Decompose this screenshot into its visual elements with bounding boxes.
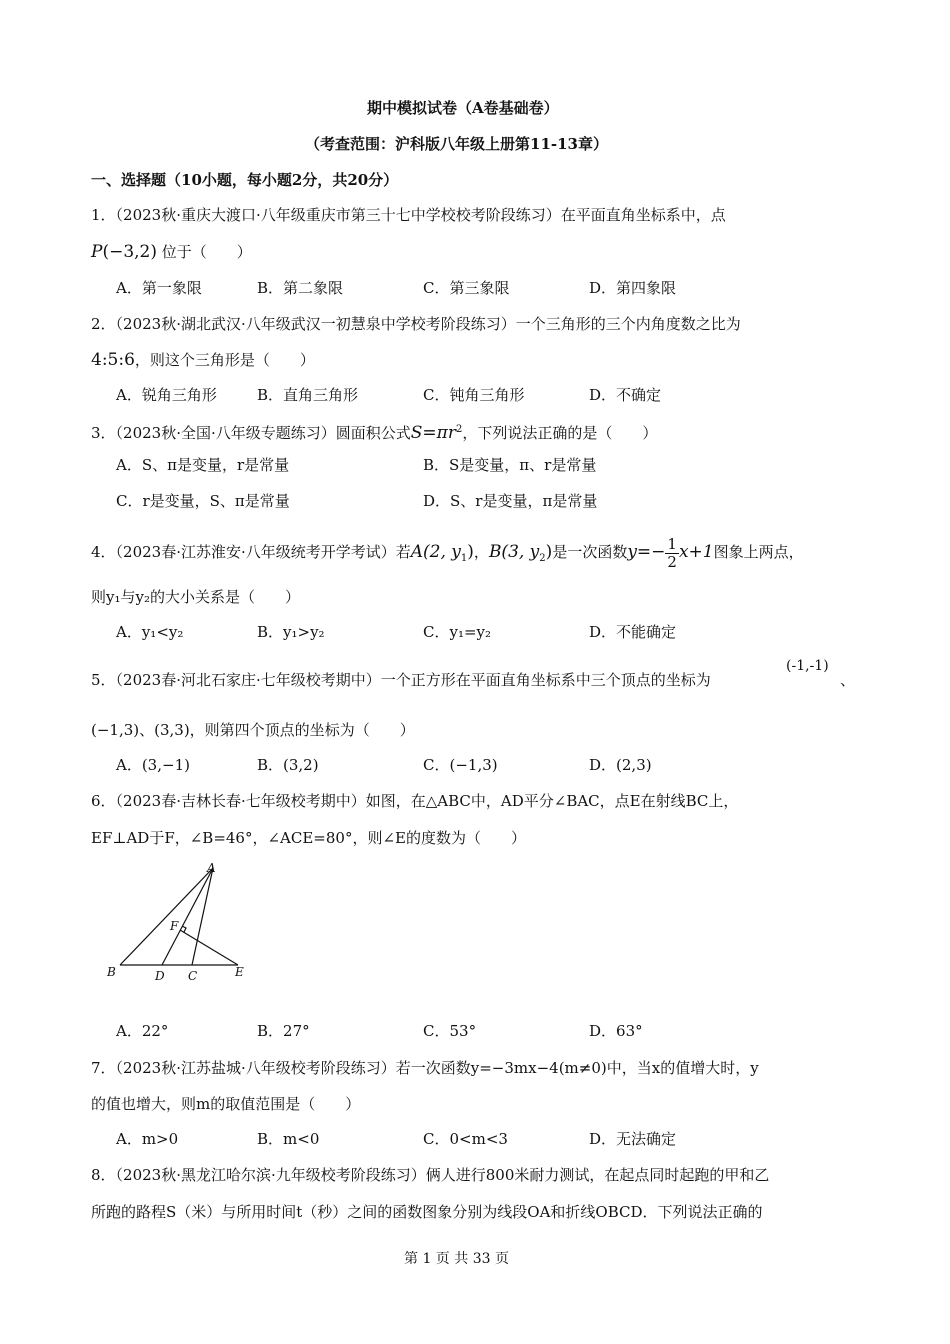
q4-frac-den: 2 [667, 552, 677, 571]
q6-text: 6．（2023春·吉林长春·七年级校考期中）如图，在△ABC中，AD平分∠BAC，点E在射线BC上， [91, 792, 739, 810]
q3-option-b[interactable]: B．S是变量，π、r是常量 [423, 456, 597, 474]
q4-lead: 4．（2023春·江苏淮安·八年级统考开学考试）若 [91, 543, 411, 561]
q7-line2: 的值也增大，则m的取值范围是（ ） [91, 1095, 361, 1113]
page-subtitle: （考查范围：沪科版八年级上册第11-13章） [305, 135, 608, 153]
segment-ab [120, 868, 213, 965]
q1-option-b[interactable]: B．第二象限 [257, 279, 344, 297]
q6-option-b[interactable]: B．27° [257, 1022, 310, 1040]
q4-option-b[interactable]: B．y₁>y₂ [257, 623, 325, 641]
q4-option-d[interactable]: D．不能确定 [589, 623, 677, 641]
q5-sep: 、 [840, 671, 856, 689]
q1-option-c[interactable]: C．第三象限 [423, 279, 510, 297]
q4-tail: 图象上两点， [713, 543, 804, 561]
q4-text: 4．（2023春·江苏淮安·八年级统考开学考试）若A(2, $y_1$)，B(3, $y_2$)是一次函数y=− $\frac{1}{2}$ x+1图象上两点， [91, 534, 804, 571]
q1-text: 1．（2023秋·重庆大渡口·八年级重庆市第三十七中学校校考阶段练习）在平面直角坐标系中，点 [91, 206, 726, 224]
q3-option-a[interactable]: A．S、π是变量，r是常量 [116, 456, 290, 474]
q4-option-c[interactable]: C．y₁=y₂ [423, 623, 492, 641]
label-d: D [155, 969, 165, 983]
label-b: B [107, 965, 116, 979]
segment-ac [192, 868, 213, 965]
q3-tail: ，下列说法正确的是（ ） [462, 424, 658, 442]
q4-fx-lhs: y=− [627, 542, 666, 562]
page-title: 期中模拟试卷（A卷基础卷） [367, 99, 559, 117]
q4-fraction [665, 536, 679, 571]
q7-option-a[interactable]: A．m>0 [116, 1130, 179, 1148]
label-a: A [207, 861, 216, 875]
q3-formula-exp: 2 [455, 424, 463, 435]
q4-fx-rhs: x+1 [678, 542, 714, 562]
q1-option-a[interactable]: A．第一象限 [116, 279, 202, 297]
q6-option-a[interactable]: A．22° [116, 1022, 169, 1040]
q7-option-b[interactable]: B．m<0 [257, 1130, 320, 1148]
q4-line2: 则y₁与y₂的大小关系是（ ） [91, 588, 300, 606]
label-c: C [188, 969, 198, 983]
q1-coord: −3,2 [109, 242, 151, 262]
q7-option-d[interactable]: D．无法确定 [589, 1130, 677, 1148]
q2-tail: ，则这个三角形是（ ） [134, 351, 315, 369]
q4-point-a: A(2, y [410, 542, 461, 562]
q2-text: 2．（2023秋·湖北武汉·八年级武汉一初慧泉中学校考阶段练习）一个三角形的三个内角度数之比为 [91, 315, 741, 333]
q3-lead: 3．（2023秋·全国·八年级专题练习）圆面积公式 [91, 424, 411, 442]
q6-option-c[interactable]: C．53° [423, 1022, 477, 1040]
q5-line2: (−1,3)、(3,3)，则第四个顶点的坐标为（ ） [91, 721, 415, 739]
q2-option-b[interactable]: B．直角三角形 [257, 386, 359, 404]
q4-option-a[interactable]: A．y₁<y₂ [116, 623, 184, 641]
q6-line2: EF⊥AD于F，∠B=46°，∠ACE=80°，则∠E的度数为（ ） [91, 829, 526, 847]
q6-triangle-figure [100, 858, 260, 988]
q4-mid: 是一次函数 [552, 543, 628, 561]
q8-text: 8．（2023秋·黑龙江哈尔滨·九年级校考阶段练习）俩人进行800米耐力测试，在起点同时起跑的甲和乙 [91, 1166, 770, 1184]
q5-text: 5．（2023春·河北石家庄·七年级校考期中）一个正方形在平面直角坐标系中三个顶点的坐标为 [91, 671, 711, 689]
q3-formula: S=πr [410, 423, 456, 443]
q7-option-c[interactable]: C．0<m<3 [423, 1130, 508, 1148]
q2-option-c[interactable]: C．钝角三角形 [423, 386, 525, 404]
q2-ratio: 4:5:6 [91, 350, 135, 370]
q5-option-a[interactable]: A．(3,−1) [116, 756, 190, 774]
q5-option-d[interactable]: D．(2,3) [589, 756, 652, 774]
q2-option-a[interactable]: A．锐角三角形 [116, 386, 217, 404]
segment-ad [162, 868, 213, 965]
q6-option-d[interactable]: D．63° [589, 1022, 643, 1040]
label-e: E [235, 965, 244, 979]
q1-tail: 位于（ ） [161, 243, 252, 261]
q8-line2: 所跑的路程S（米）与所用时间t（秒）之间的函数图象分别为线段OA和折线OBCD．下列说法正确的 [91, 1203, 763, 1221]
q1-point: P [91, 242, 103, 262]
q2-line2 [91, 350, 315, 370]
q5-option-b[interactable]: B．(3,2) [257, 756, 319, 774]
q4-point-b-sub: 2 [539, 553, 546, 564]
q7-text: 7．（2023秋·江苏盐城·八年级校考阶段练习）若一次函数y=−3mx−4(m≠0)中，当x的值增大时，y [91, 1059, 759, 1077]
q5-point1: (-1,-1) [786, 658, 829, 674]
segment-ef [180, 930, 238, 965]
page-footer: 第 1 页 共 33 页 [404, 1251, 509, 1267]
label-f: F [170, 919, 179, 933]
q4-point-a-sub: 1 [460, 553, 468, 564]
q5-option-c[interactable]: C．(−1,3) [423, 756, 498, 774]
q3-option-c[interactable]: C．r是变量，S、π是常量 [116, 492, 290, 510]
q4-frac-num: 1 [667, 534, 677, 553]
q2-option-d[interactable]: D．不确定 [589, 386, 662, 404]
section-heading: 一、选择题（10小题，每小题2分，共20分） [91, 171, 399, 189]
q1-option-d[interactable]: D．第四象限 [589, 279, 677, 297]
q3-text [91, 420, 657, 443]
q1-line2: P(−3,2) 位于（ ） [91, 242, 252, 262]
q3-option-d[interactable]: D．S、r是变量，π是常量 [423, 492, 598, 510]
q4-point-b: B(3, y [488, 542, 540, 562]
